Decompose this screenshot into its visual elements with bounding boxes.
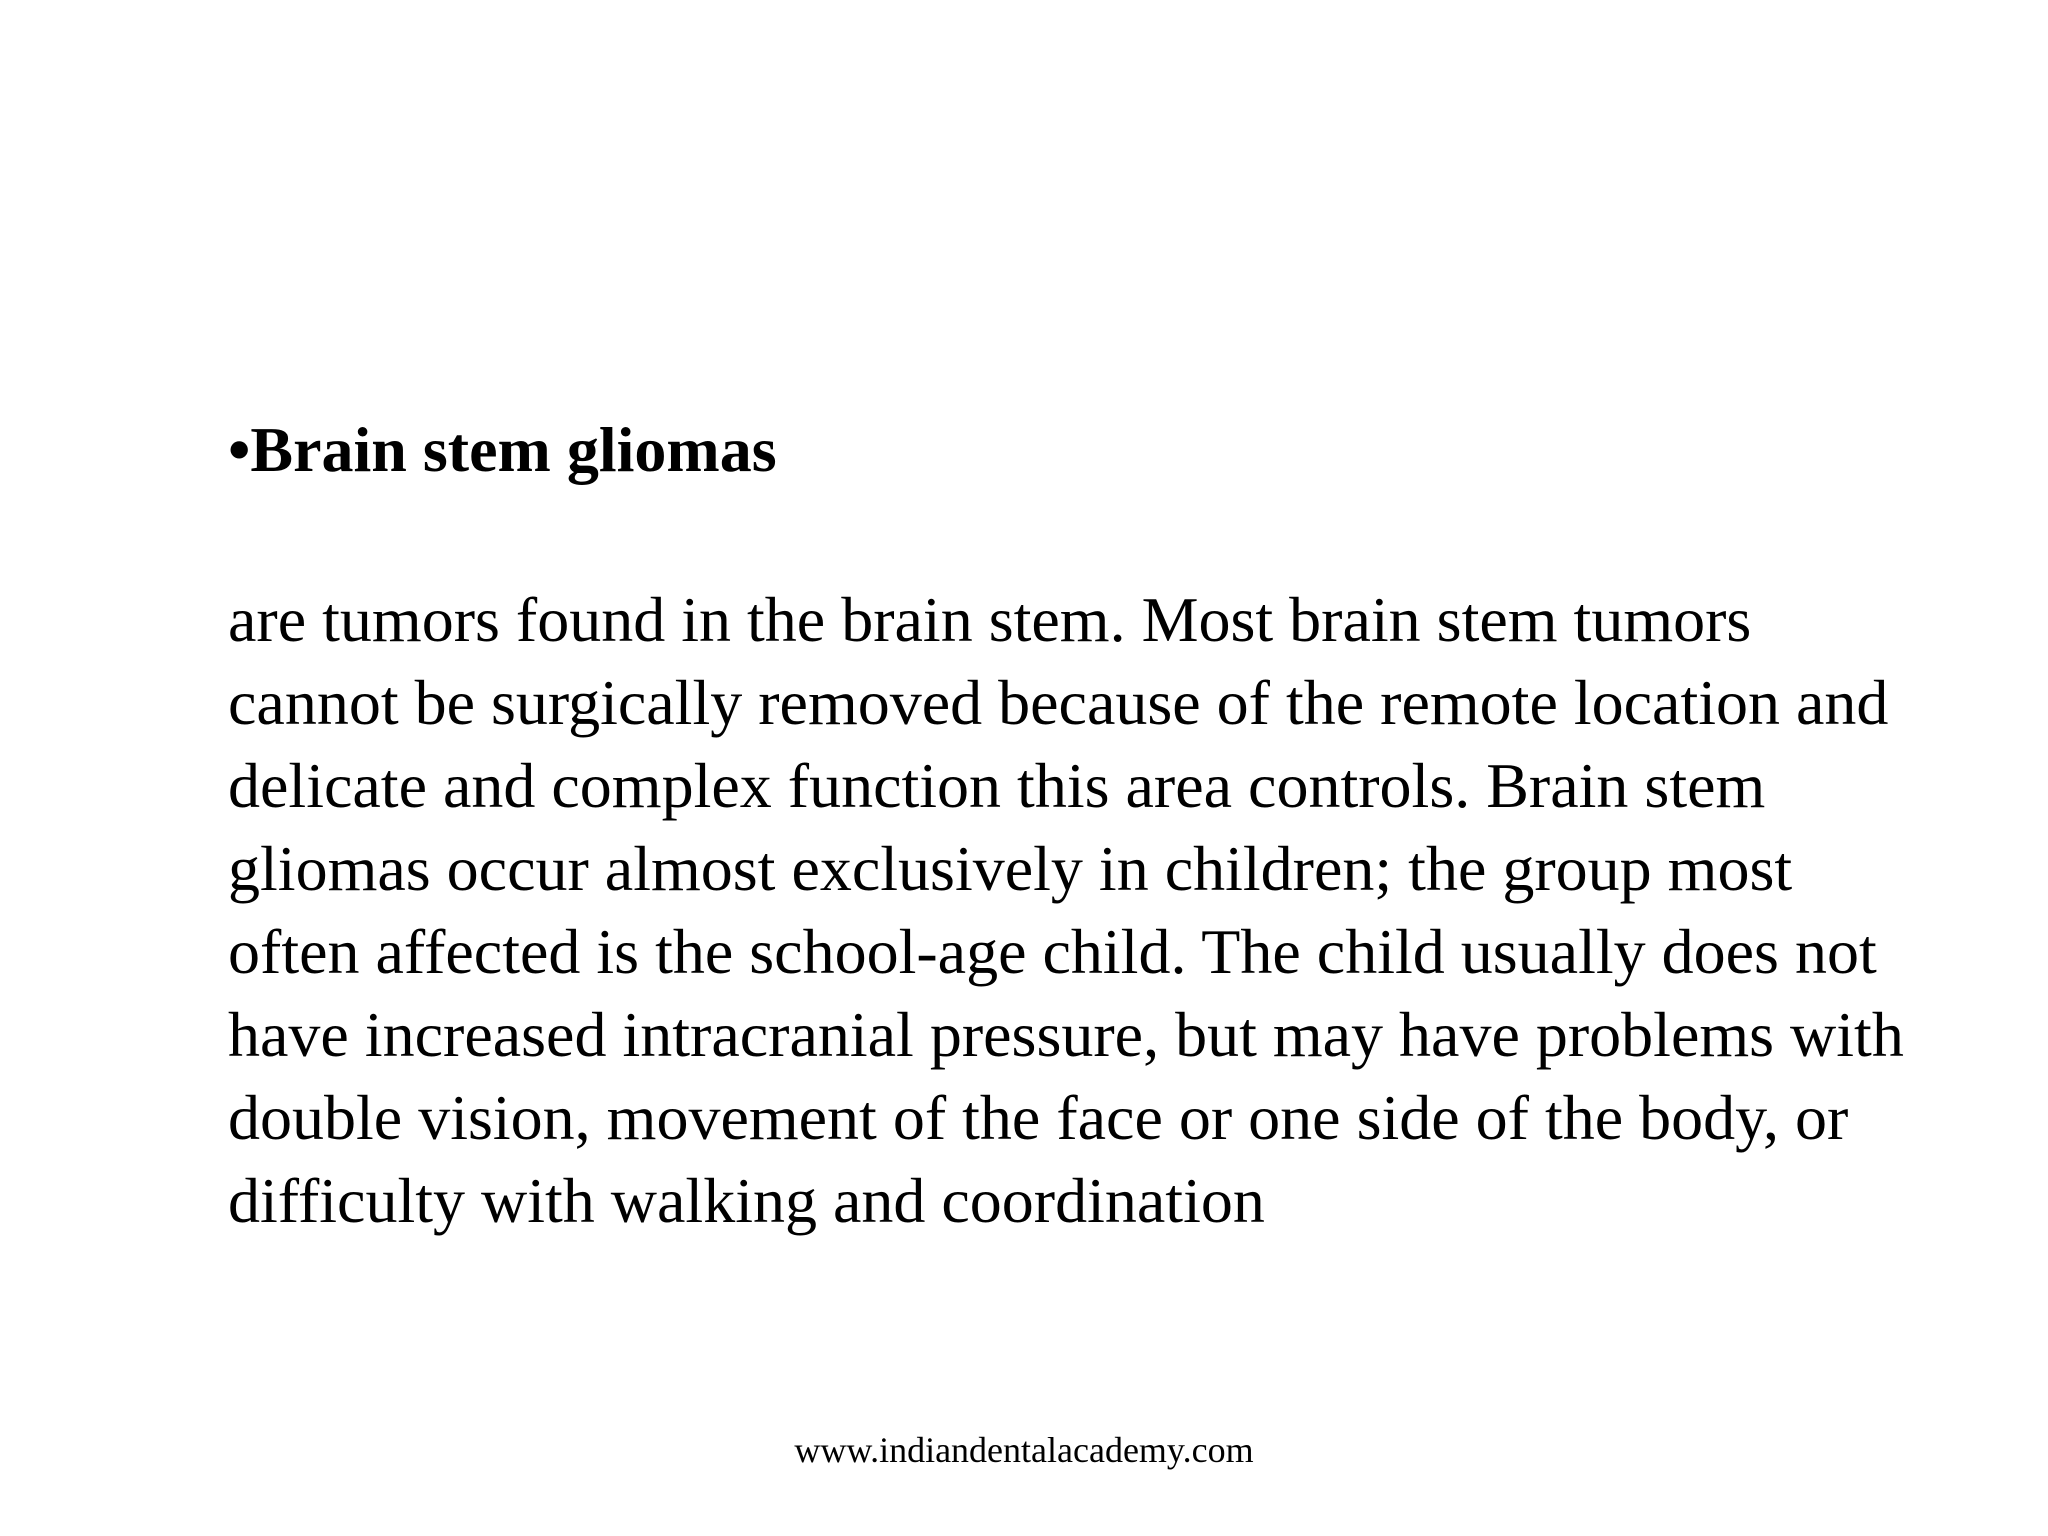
slide-heading <box>228 410 777 490</box>
body-line: delicate and complex function this area controls. Brain stem <box>228 750 1766 821</box>
body-line: often affected is the school-age child. The child usually does not <box>228 916 1877 987</box>
body-line: gliomas occur almost exclusively in children; the group most <box>228 833 1793 904</box>
body-line: have increased intracranial pressure, but may have problems with <box>228 999 1904 1070</box>
body-line: difficulty with walking and coordination <box>228 1165 1265 1236</box>
body-paragraph <box>228 578 1904 1242</box>
heading-text: Brain stem gliomas <box>250 414 777 485</box>
footer-url: www.indiandentalacademy.com <box>794 1430 1254 1470</box>
body-line: cannot be surgically removed because of the remote location and <box>228 667 1889 738</box>
bullet-marker: • <box>228 414 251 485</box>
body-line: are tumors found in the brain stem. Most brain stem tumors <box>228 584 1752 655</box>
body-line: double vision, movement of the face or one side of the body, or <box>228 1082 1849 1153</box>
